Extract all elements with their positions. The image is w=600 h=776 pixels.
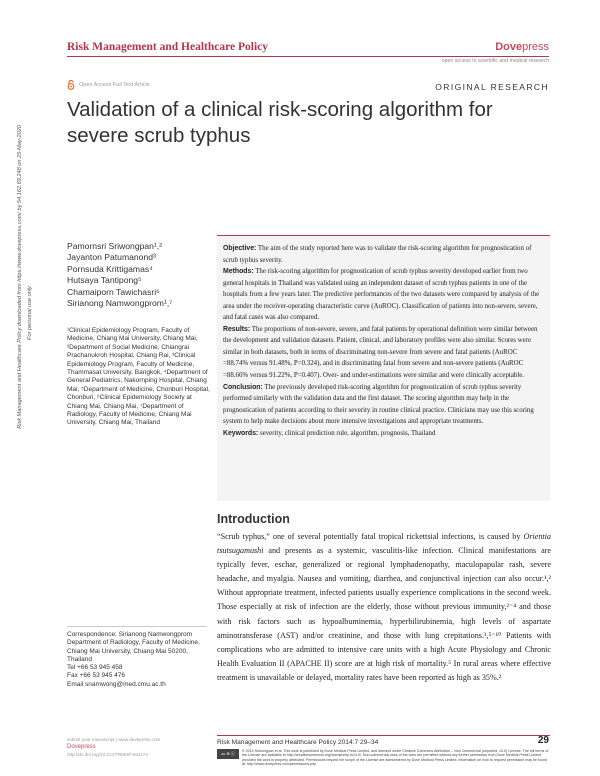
abstract-conclusion [223,382,544,428]
abstract-results-label: Results: [223,325,251,333]
abstract-conclusion-label: Conclusion: [223,383,263,391]
publisher-logo-bold: Dove [495,41,523,53]
intro-paragraph [217,530,551,685]
footer-doi[interactable]: http://dx.doi.org/10.2147/RMHP.S54174 [67,752,148,757]
cc-license-icon[interactable]: cc ⊕ ⓢ [217,749,239,759]
publisher-tagline: open access to scientific and medical research [441,58,549,64]
page-number: 29 [537,735,549,746]
paper-title: Validation of a clinical risk-scoring algorithm for severe scrub typhus [67,98,493,147]
footer-submit [67,736,160,759]
footer-dovepress: Dovepress [67,743,96,750]
abstract-methods-text: The risk-scoring algorithm for prognostication of scrub typhus severity developed earlier from two general hospitals in Thailand was validated using an independent dataset of scrub typhus patients in one of the hospitals from a few years later. The predictive performances of the two datasets were compared by analysis of the area under the receiver-operating characteristic curve (AuROC). Classification of patients into non-severe, severe, and fatal cases was also compared. [223,268,540,322]
license-block [217,749,550,766]
download-watermark [3,125,35,685]
abstract-results [223,324,544,382]
author: Chamaiporn Tawichasri⁶ [67,286,160,297]
publisher-logo-rest: press [522,41,549,53]
author: Jayanton Patumanond³ [67,252,156,263]
correspondence-rule [67,626,207,627]
open-access-label [67,80,150,90]
correspondence-name: Correspondence: Sirianong Namwongprom [67,631,193,638]
article-type: ORIGINAL RESEARCH [435,82,549,92]
open-access-text: Open Access Full Text Article [79,82,150,88]
abstract-keywords [223,428,544,440]
intro-text-2: and presents as a systemic, vasculitis-like infection. Clinical manifestations are typically fever, eschar, generalized or regional lymphadenopathy, maculopapular rash, severe headache, and myalgia. Nausea and vomiting, diarrhea, and conjunctival injection can also occur.¹,² Without appropriate treatment, infected patients usually experience complications in the second week. Those especially at risk of infection are the elderly, those without previous immunity,²⁻⁴ and those with risk factors such as hypoalbuminemia, hyperbilirubinemia, high levels of aspartate aminotransferase (AST) and/or creatinine, and those with lung crepitations.³,⁵⁻¹⁰ Patients with complications who are admitted to intensive care units with a high Acute Physiology and Chronic Health Evaluation II (APACHE II) score are at high risk of mortality.⁵ In rural areas where effective treatment is unavailable or delayed, mortality rates have been reported as high as 35%.² [217,546,551,682]
footer-submit-link[interactable]: submit your manuscript | www.dovepress.com [67,737,161,742]
section-heading: Introduction [217,512,290,526]
watermark-line-1: Risk Management and Healthcare Policy downloaded from https://www.dovepress.com/ by 54.162.69.248 on 25-May-2020 [17,125,23,429]
license-text: © 2014 Sriwongpan et al. This work is published by Dove Medical Press Limited, and licensed under Creative Commons Attribution – Non Commercial (unported, v3.0) License. The full terms of the License are available at http://creativecommons.org/licenses/by-nc/3.0/. Non-commercial uses of the work are permitted without any further permission from Dove Medical Press Limited, provided the work is properly attributed. Permissions beyond the scope of the License are administered by Dove Medical Press Limited. Information on how to request permission may be found at: http://www.dovepress.com/permissions.php [242,749,549,766]
author: Pamornsri Sriwongpan¹,² [67,241,163,251]
abstract-conclusion-text: The previously developed risk-scoring algorithm for prognostication of scrub typhus severity performed similarly with the validation data and the first dataset. The scoring algorithm may help in the prognostication of patients according to their severity in routine clinical practice. Clinicians may use this scoring system to help make decisions about more intensive investigations and appropriate treatments. [223,383,534,426]
abstract-box [217,235,550,501]
header-rule [67,56,549,57]
abstract-objective [223,243,544,266]
publisher-logo [495,41,549,53]
open-access-icon [67,80,75,90]
footer-rule [217,735,550,736]
abstract-objective-text: The aim of the study reported here was to validate the risk-scoring algorithm for prognostication of scrub typhus severity. [223,245,532,264]
abstract-keywords-text: severity, clinical prediction rule, algorithm, prognosis, Thailand [258,429,436,437]
journal-name: Risk Management and Healthcare Policy [67,41,269,53]
abstract-objective-label: Objective: [223,245,257,252]
correspondence-email[interactable]: Email snamwong@med.cmu.ac.th [67,680,166,688]
abstract-methods-label: Methods: [223,268,254,276]
author: Hutsaya Tantipong⁵ [67,275,142,286]
intro-text-1: “Scrub typhus,” one of several potentially fatal tropical rickettsial infections, is caused by [217,532,524,541]
abstract-methods [223,266,544,324]
author: Pornsuda Krittigamas⁴ [67,263,153,274]
correspondence-fax: Fax +66 53 945 476 [67,672,126,680]
correspondence-address: Department of Radiology, Faculty of Medicine, Chiang Mai University, Chiang Mai 50200, Thailand [67,639,200,663]
organism-name: Orientia tsutsugamushi [217,532,551,556]
abstract-results-text: The proportions of non-severe, severe, and fatal patients by operational definition were similar between the development and validation datasets. Patient, clinical, and laboratory profiles were also similar. Scores were similar in both datasets, both in terms of discriminating non-severe from severe and fatal patients (AuROC =88.74% versus 91.48%, P=0.324), and in discriminating fatal from severe and non-severe patients (AuROC =88.66% versus 91.22%, P=0.407). Over- and under-estimations were similar and were clinically acceptable. [223,325,538,380]
abstract-keywords-label: Keywords: [223,429,259,437]
correspondence-tel: Tel +66 53 945 458 [67,664,123,672]
correspondence [67,631,212,689]
author: Sirianong Namwongprom¹,⁷ [67,298,173,309]
watermark-line-2: For personal use only. [27,285,33,340]
affiliations: ¹Clinical Epidemiology Program, Faculty of Medicine, Chiang Mai University, Chiang Mai, ²Department of Social Medicine, Chiangrai Prachanukroh Hospital, Chiang Rai, ³Clinical Epidemiology Program, Faculty of Medicine, Thammasat University, Bangkok, ⁴Department of General Pediatrics, Nakornping Hospital, Chiang Mai, ⁵Department of Medicine, Chonburi Hospital, Chonburi, ⁶Clinical Epidemiology Society at Chiang Mai, Chiang Mai, ⁷Department of Radiology, Faculty of Medicine, Chiang Mai University, Chiang Mai, Thailand [67,327,210,427]
footer-journal: Risk Management and Healthcare Policy 2014:7 29–34 [217,739,379,746]
author-list [67,241,212,309]
